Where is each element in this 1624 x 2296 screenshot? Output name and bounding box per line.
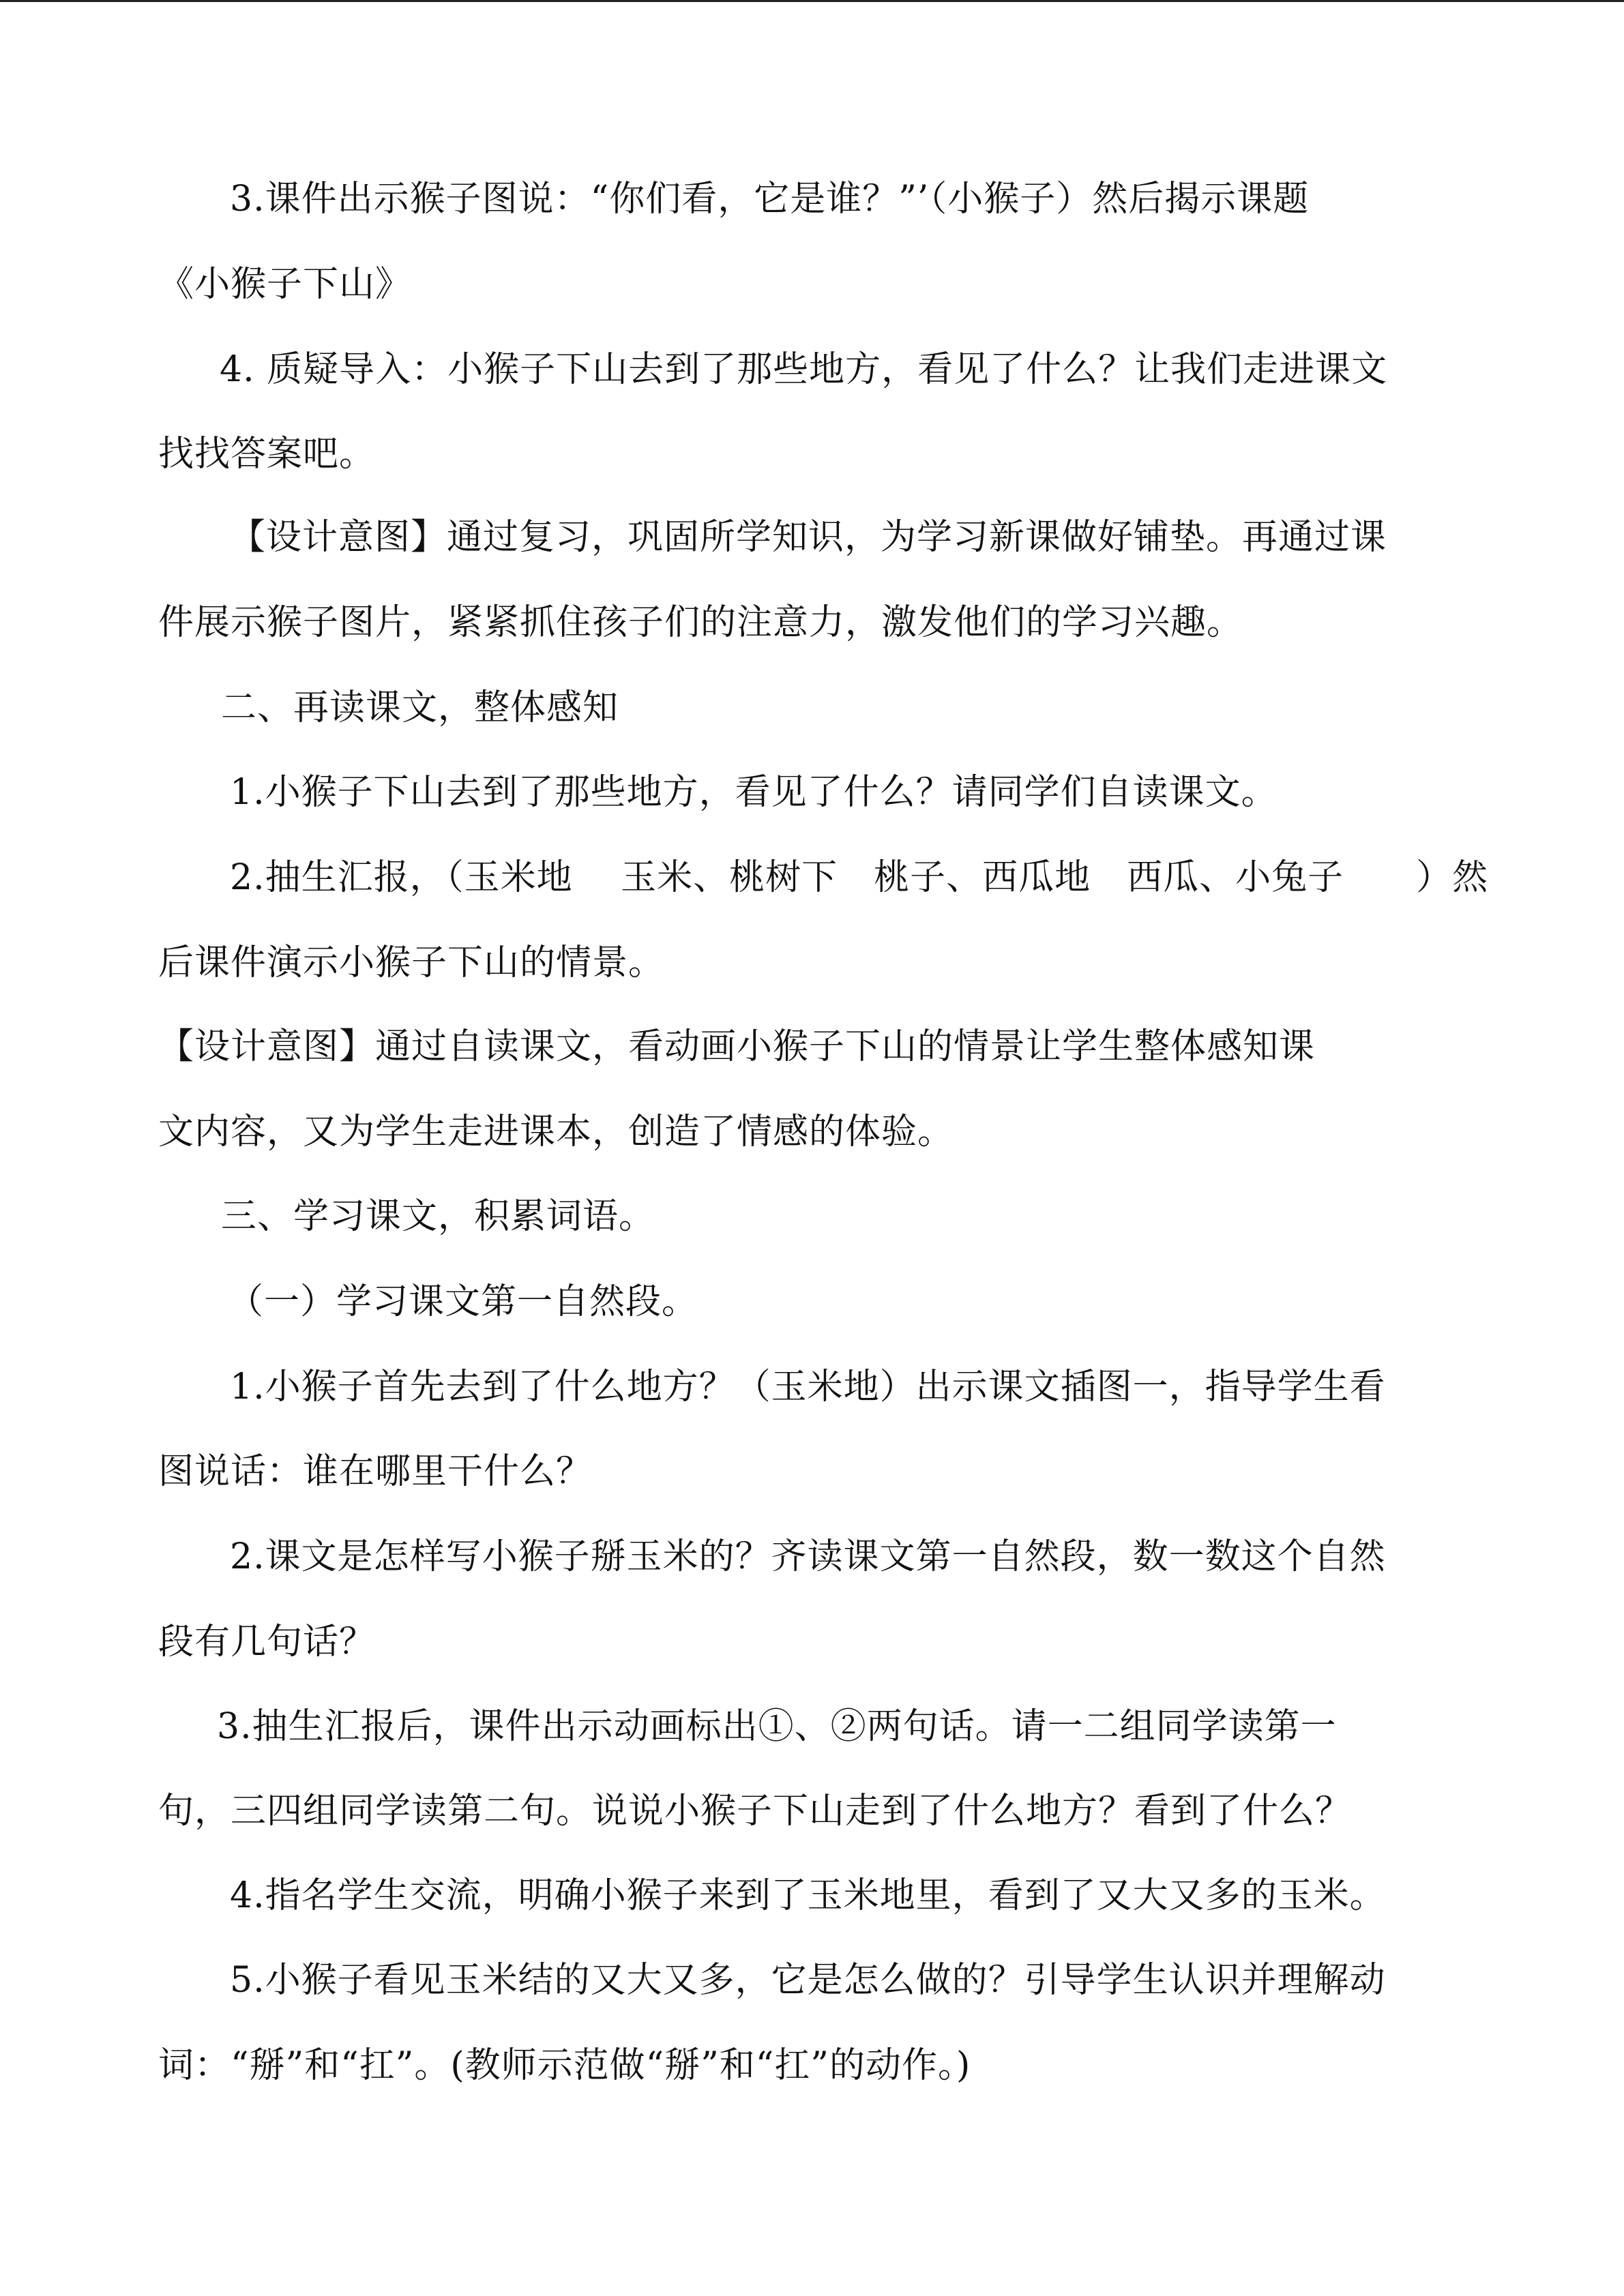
paragraph-line: 3.课件出示猴子图说：“你们看，它是谁？”’（小猴子）然后揭示课题	[230, 179, 1310, 220]
paragraph-line: 文内容，又为学生走进课本，创造了情感的体验。	[158, 1112, 954, 1152]
paragraph-line: 3.抽生汇报后，课件出示动画标出①、②两句话。请一二组同学读第一	[217, 1706, 1337, 1747]
paragraph-line: 句，三四组同学读第二句。说说小猴子下山走到了什么地方？看到了什么？	[158, 1791, 1352, 1832]
paragraph-line: 4.指名学生交流，明确小猴子来到了玉米地里，看到了又大又多的玉米。	[230, 1875, 1386, 1916]
paragraph-line: 件展示猴子图片，紧紧抓住孩子们的注意力，激发他们的学习兴趣。	[158, 602, 1243, 643]
paragraph-line: 5.小猴子看见玉米结的又大又多，它是怎么做的？引导学生认识并理解动	[230, 1960, 1386, 2001]
paragraph-line: 段有几句话？	[158, 1622, 376, 1663]
paragraph-line: 【设计意图】通过复习，巩固所学知识，为学习新课做好铺垫。再通过课	[230, 517, 1387, 558]
paragraph-line: 1.小猴子下山去到了那些地方，看见了什么？请同学们自读课文。	[230, 772, 1278, 813]
paragraph-line: 2.抽生汇报，（玉米地 玉米、桃树下 桃子、西瓜地 西瓜、小兔子 ）然	[230, 857, 1489, 898]
paragraph-line: 找找答案吧。	[158, 434, 376, 475]
paragraph-line: 图说话：谁在哪里干什么？	[158, 1451, 593, 1492]
section-heading: 三、学习课文，积累词语。	[221, 1196, 655, 1237]
paragraph-line: 词：“掰”和“扛”。(教师示范做“掰”和“扛”的动作。)	[158, 2045, 971, 2086]
paragraph-line: 2.课文是怎样写小猴子掰玉米的？齐读课文第一自然段，数一数这个自然	[230, 1536, 1386, 1577]
paragraph-line: 4. 质疑导入：小猴子下山去到了那些地方，看见了什么？让我们走进课文	[220, 349, 1388, 390]
paragraph-line: 后课件演示小猴子下山的情景。	[158, 942, 665, 983]
subsection-heading: （一）学习课文第一自然段。	[228, 1281, 698, 1322]
paragraph-line: 1.小猴子首先去到了什么地方？（玉米地）出示课文插图一，指导学生看	[230, 1367, 1386, 1407]
paragraph-line: 【设计意图】通过自读课文，看动画小猴子下山的情景让学生整体感知课	[158, 1026, 1316, 1067]
paragraph-line: 《小猴子下山》	[158, 264, 412, 305]
section-heading: 二、再读课文，整体感知	[221, 687, 619, 728]
